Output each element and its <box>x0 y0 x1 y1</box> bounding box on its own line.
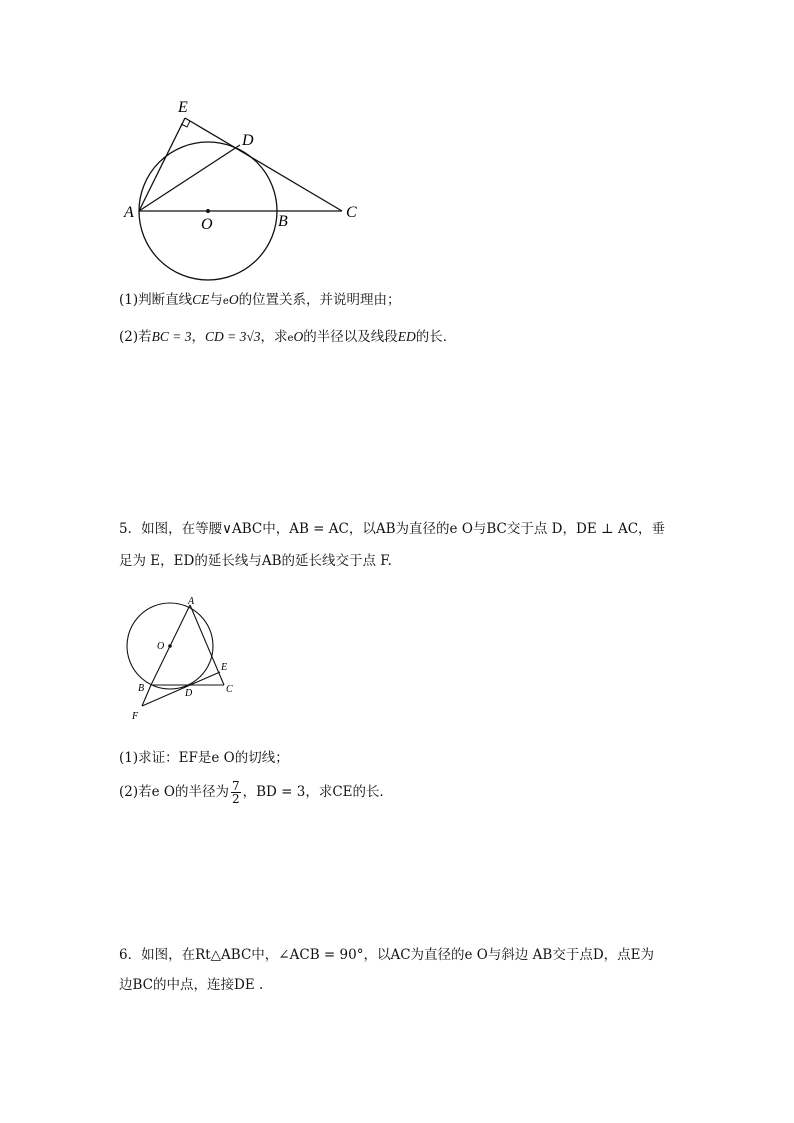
q2-end: 的长． <box>415 329 457 345</box>
q1-o: O <box>228 292 239 307</box>
label-a: A <box>188 596 195 607</box>
problem4-q2 <box>119 327 456 349</box>
circle-symbol: e <box>287 333 294 344</box>
label-d: D <box>185 688 193 699</box>
circle-symbol: e <box>222 296 229 307</box>
problem5-line1: 5．如图，在等腰∨ABC中，AB = AC，以AB为直径的e O与BC交于点 D，DE ⊥ AC，垂 <box>119 521 666 537</box>
center-dot <box>206 209 210 213</box>
q2-mid: ，求 <box>260 329 288 345</box>
segment-ef <box>142 672 220 706</box>
q1-segment: CE <box>192 292 210 307</box>
label-e: E <box>221 662 228 673</box>
q1-suffix: 的位置关系，并说明理由； <box>238 292 401 308</box>
q1-prefix: (1)判断直线 <box>119 292 193 308</box>
label-d: D <box>242 132 254 149</box>
label-c: C <box>346 204 357 221</box>
problem5-q2 <box>119 780 393 805</box>
q2-cd: CD = 3√3 <box>205 329 261 344</box>
segment-ad <box>139 145 240 211</box>
q2-prefix: (2)若e O的半径为 <box>119 784 229 800</box>
label-o: O <box>157 641 165 652</box>
segment-ec <box>185 118 342 211</box>
q2-ed: ED <box>397 329 416 344</box>
segment-ae <box>139 118 185 211</box>
problem6-line2: 边BC的中点，连接DE . <box>119 977 264 993</box>
figure-problem4 <box>110 95 380 290</box>
fraction-radius <box>231 780 241 805</box>
q2-bc: BC = 3 <box>151 329 192 344</box>
q2-suffix: 的半径以及线段 <box>303 329 398 345</box>
q2-prefix: (2)若 <box>119 329 152 345</box>
problem5-line2: 足为 E，ED的延长线与AB的延长线交于点 F. <box>119 553 392 569</box>
label-b: B <box>278 213 288 230</box>
fraction-numerator: 7 <box>231 779 240 793</box>
figure-problem5 <box>120 595 245 725</box>
q2-rest: ，BD = 3，求CE的长． <box>242 784 394 800</box>
q1-mid: 与 <box>209 292 223 308</box>
q2-sep: ， <box>191 329 205 345</box>
q2-o: O <box>293 329 304 344</box>
label-b: B <box>138 683 145 694</box>
problem6-line1: 6．如图，在Rt△ABC中，∠ACB = 90°，以AC为直径的e O与斜边 AB交于点D，点E为 <box>119 947 655 963</box>
label-o: O <box>201 216 213 233</box>
problem4-q1 <box>119 290 401 312</box>
label-a: A <box>124 204 134 221</box>
problem5-q1: (1)求证：EF是e O的切线； <box>119 750 289 766</box>
label-c: C <box>226 684 233 695</box>
fraction-denominator: 2 <box>231 792 240 806</box>
label-f: F <box>132 711 139 722</box>
label-e: E <box>178 99 188 116</box>
center-dot <box>168 644 172 648</box>
